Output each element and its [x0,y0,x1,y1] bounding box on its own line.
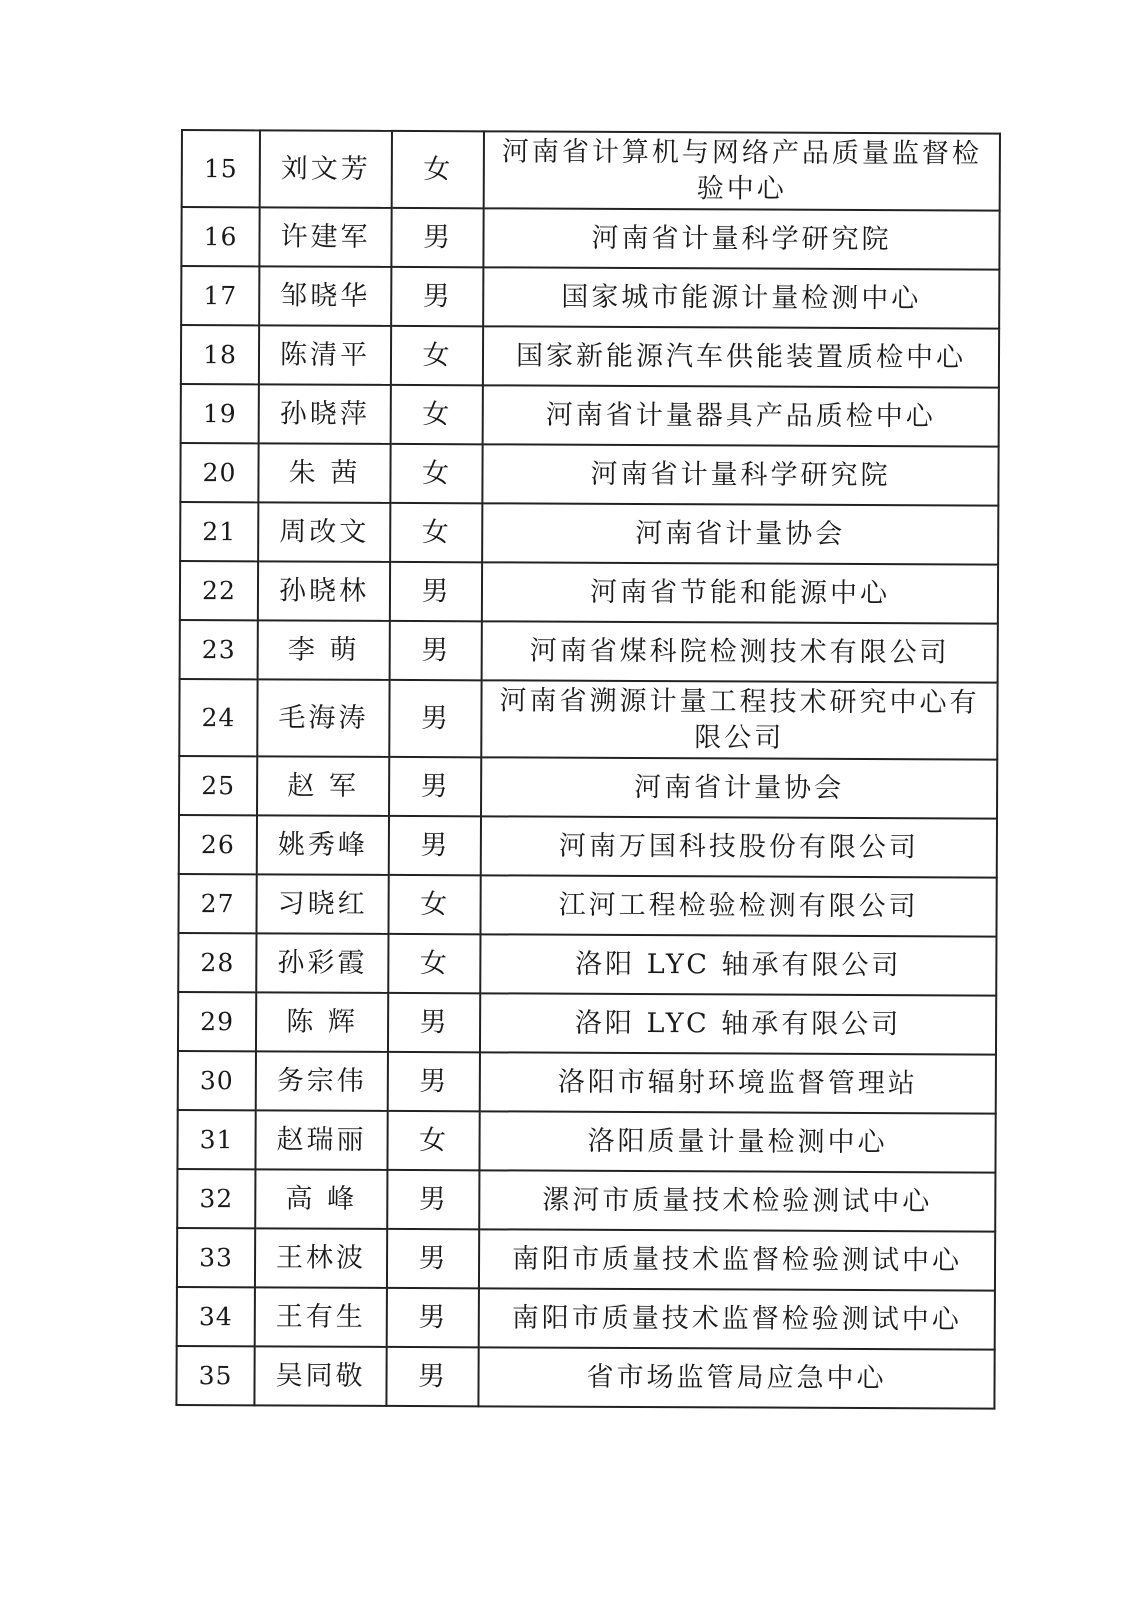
person-name: 李 萌 [258,620,390,680]
row-number: 30 [178,1051,256,1110]
table-row [177,1110,995,1173]
person-gender: 男 [391,267,483,326]
person-gender: 男 [387,1229,479,1288]
organization: 河南省计算机与网络产品质量监督检验中心 [484,131,1000,210]
person-gender: 女 [388,875,480,934]
person-name: 孙晓萍 [259,384,391,444]
person-name: 刘文芳 [260,130,392,208]
table-row [180,561,998,624]
row-number: 29 [178,992,256,1051]
organization: 河南省煤科院检测技术有限公司 [482,621,998,682]
table-row [176,1346,994,1409]
row-number: 31 [177,1110,255,1169]
table-row [181,266,999,329]
table-row [177,1287,995,1350]
row-number: 34 [177,1287,255,1346]
table-row [180,502,998,565]
person-gender: 男 [389,757,481,816]
person-name: 邹晓华 [259,266,391,326]
row-number: 24 [179,679,257,756]
person-name: 毛海涛 [257,679,389,757]
row-number: 32 [177,1169,255,1228]
person-gender: 男 [389,680,481,757]
organization: 河南省计量器具产品质检中心 [483,385,999,446]
table-row [179,815,997,878]
row-number: 21 [180,502,258,561]
roster-table [175,129,1001,1410]
table-row [179,756,997,819]
row-number: 28 [178,933,256,992]
person-name: 务宗伟 [256,1051,388,1111]
row-number: 19 [181,384,259,443]
person-name: 孙晓林 [258,561,390,621]
person-gender: 女 [387,1111,479,1170]
table-row [180,620,998,683]
row-number: 27 [178,874,256,933]
table-row [179,679,997,760]
organization: 南阳市质量技术监督检验测试中心 [479,1288,995,1349]
table-row [177,1169,995,1232]
table-row [182,130,1000,211]
table-row [181,207,999,270]
organization: 漯河市质量技术检验测试中心 [479,1170,995,1231]
table-row [181,325,999,388]
row-number: 26 [179,815,257,874]
organization: 洛阳质量计量检测中心 [479,1111,995,1172]
organization: 河南省溯源计量工程技术研究中心有限公司 [481,680,997,759]
organization: 洛阳市辐射环境监督管理站 [480,1052,996,1113]
roster-table-body [176,130,1000,1409]
row-number: 35 [176,1346,254,1405]
row-number: 18 [181,325,259,384]
organization: 河南省计量协会 [481,757,997,818]
row-number: 22 [180,561,258,620]
person-gender: 男 [388,1052,480,1111]
person-gender: 男 [386,1347,478,1406]
person-name: 陈清平 [259,325,391,385]
person-name: 吴同敬 [254,1346,386,1406]
table-row [178,992,996,1055]
organization: 洛阳 LYC 轴承有限公司 [480,993,996,1054]
person-name: 王林波 [255,1228,387,1288]
table-row [178,933,996,996]
person-name: 陈 辉 [256,992,388,1052]
organization: 河南省节能和能源中心 [482,562,998,623]
person-name: 孙彩霞 [256,933,388,993]
organization: 河南省计量科学研究院 [483,208,999,269]
row-number: 23 [180,620,258,679]
person-name: 习晓红 [256,874,388,934]
person-name: 周改文 [258,502,390,562]
organization: 河南省计量协会 [482,503,998,564]
person-gender: 男 [391,208,483,267]
person-name: 王有生 [255,1287,387,1347]
person-gender: 女 [392,131,484,208]
person-name: 赵瑞丽 [255,1110,387,1170]
table-row [177,1228,995,1291]
person-gender: 男 [388,993,480,1052]
person-gender: 男 [389,816,481,875]
table-row [178,1051,996,1114]
table-row [178,874,996,937]
organization: 江河工程检验检测有限公司 [480,875,996,936]
person-gender: 男 [390,621,482,680]
person-name: 朱 茜 [258,443,390,503]
row-number: 25 [179,756,257,815]
row-number: 33 [177,1228,255,1287]
organization: 国家城市能源计量检测中心 [483,267,999,328]
person-name: 许建军 [259,207,391,267]
organization: 国家新能源汽车供能装置质检中心 [483,326,999,387]
person-gender: 男 [387,1170,479,1229]
organization: 河南万国科技股份有限公司 [481,816,997,877]
person-gender: 女 [391,326,483,385]
organization: 南阳市质量技术监督检验测试中心 [479,1229,995,1290]
person-gender: 男 [390,562,482,621]
person-gender: 女 [390,444,482,503]
row-number: 16 [181,207,259,266]
organization: 河南省计量科学研究院 [482,444,998,505]
person-name: 赵 军 [257,756,389,816]
person-gender: 男 [387,1288,479,1347]
organization: 省市场监管局应急中心 [478,1347,994,1408]
person-gender: 女 [388,934,480,993]
row-number: 20 [180,443,258,502]
table-row [180,443,998,506]
table-row [181,384,999,447]
person-name: 姚秀峰 [257,815,389,875]
person-gender: 女 [391,385,483,444]
row-number: 15 [182,130,260,207]
organization: 洛阳 LYC 轴承有限公司 [480,934,996,995]
person-gender: 女 [390,503,482,562]
row-number: 17 [181,266,259,325]
person-name: 高 峰 [255,1169,387,1229]
